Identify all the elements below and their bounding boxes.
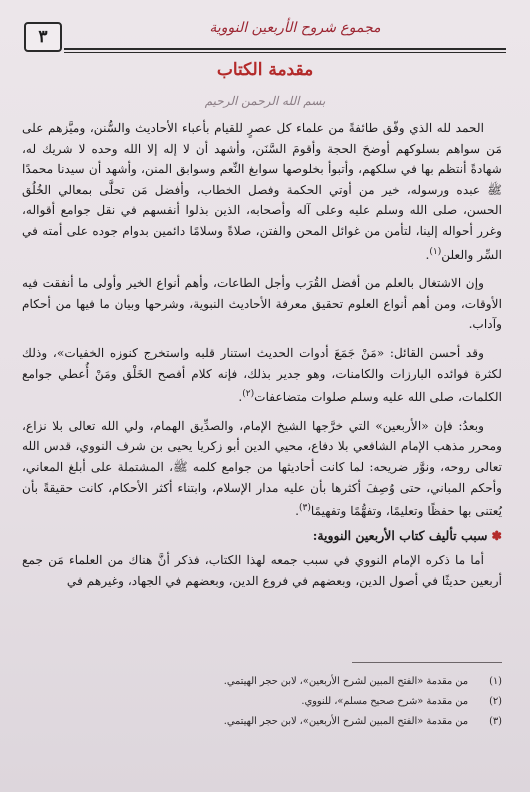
footnote-ref: (٢) xyxy=(242,389,255,400)
paragraph: وبعدُ: فإن «الأربعين» التي خرَّجها الشيخ الإمام، والصدِّيق الهمام، ولي الله تعالى بلا نزاع، ومحرر مذهب الإمام الشافعي بلا دفاع، محيي الدين أبو زكريا يحيى بن شرف النووي، قدس الله تعالى روحه، ونوَّر ضريحه: لما كانت أحاديثها من جوامع كلمه ﷺ، المشتملة على أبلغ المعاني، وأحكم المباني، حتى وُصِفَ أكثرها بأن عليه مدار الإسلام، وابتناء أكثر الأحكام، كانت حقيقةً بأن يُعتنى بها حفظًا وتعليمًا، وتفهُّمًا وتفهيمًا$^{(٣)}$. xyxy=(22,418,502,519)
footnote-item: (٢) من مقدمة «شرح صحيح مسلم»، للنووي. xyxy=(301,696,502,707)
footnote-item: (٣) من مقدمة «الفتح المبين لشرح الأربعين»، لابن حجر الهيتمي. xyxy=(223,716,502,727)
section-title: مقدمة الكتاب xyxy=(216,60,314,80)
footnote-ref: (٣) xyxy=(298,503,311,514)
paragraph: وقد أحسن القائل: «مَنْ جَمَعَ أدوات الحديث استنار قلبه واستخرج كنوزه الخفيات»، وذلك لكثرة فوائده البارزات والكامنات، وهو جدير بذلك، فإنه كلام أفصح الخَلْق ومَنْ أُعطي جوامع الكلمات، صلى الله عليه وسلم صلوات متضاعفات$^{(٢)}$. xyxy=(22,346,502,405)
paragraph: الحمد لله الذي وفّق طائفةً من علماء كل عصرٍ للقيام بأعباء الأحاديث والسُّنن، وميَّزهم على مَن سواهم بسلوكهم أوضحَ الحجة وأقومَ السَّنَن، وأشهد أن لا إله إلا الله وحده لا شريك له، شهادةً أنتظم بها في سلكهم، وأتبوأ بخلوصها سوابغ النِّعم وسوابق المنن، وأشهد أن سيدنا محمدًا ﷺ عبده ورسوله، خير من أوتي الحكمة وفصل الخطاب، وأفضل مَن تحلَّى بمعالي الخُلُق الحسن، صلى الله وسلم عليه وعلى آله وأصحابه، الذين بذلوا أنفسهم في نقل جوامع أقواله، وغرر أحواله إلينا، لتأمن من غوائل المحن والفتن، صلاةً وسلامًا دائمين بدوام جوده على أمته في السِّر والعلن$^{(١)}$. xyxy=(22,121,502,262)
footnotes xyxy=(40,672,502,732)
subheading: ✽سبب تأليف كتاب الأربعين النووية: xyxy=(312,527,502,543)
page-number: ٣ xyxy=(24,22,62,52)
footnote-divider xyxy=(352,662,502,663)
header-rule-thin xyxy=(64,52,506,53)
basmala: بسم الله الرحمن الرحيم xyxy=(204,94,326,108)
running-title: مجموع شروح الأربعين النووية xyxy=(209,20,381,36)
asterisk-icon: ✽ xyxy=(491,527,502,543)
header-rule xyxy=(64,48,506,50)
footnote-item: (١) من مقدمة «الفتح المبين لشرح الأربعين»، لابن حجر الهيتمي. xyxy=(223,676,502,687)
footnote-ref: (١) xyxy=(429,246,442,257)
paragraph: وإن الاشتغال بالعلم من أفضل القُرَب وأجل الطاعات، وأهم أنواع الخير وأولى ما أنفقت فيه الأوقات، ومن أهم أنواع العلوم تحقيق معرفة الأحاديث النبوية، وشرحها وبيان ما فيها من أحكام وآداب. xyxy=(22,276,502,332)
page-header xyxy=(24,18,506,58)
body-text xyxy=(22,118,502,600)
paragraph: أما ما ذكره الإمام النووي في سبب جمعه لهذا الكتاب، فذكر أنَّ هناك من العلماء مَن جمع أربعين حديثًا في أصول الدين، وبعضهم في فروع الدين، وبعضهم في الجهاد، وغيرهم في xyxy=(22,553,502,589)
